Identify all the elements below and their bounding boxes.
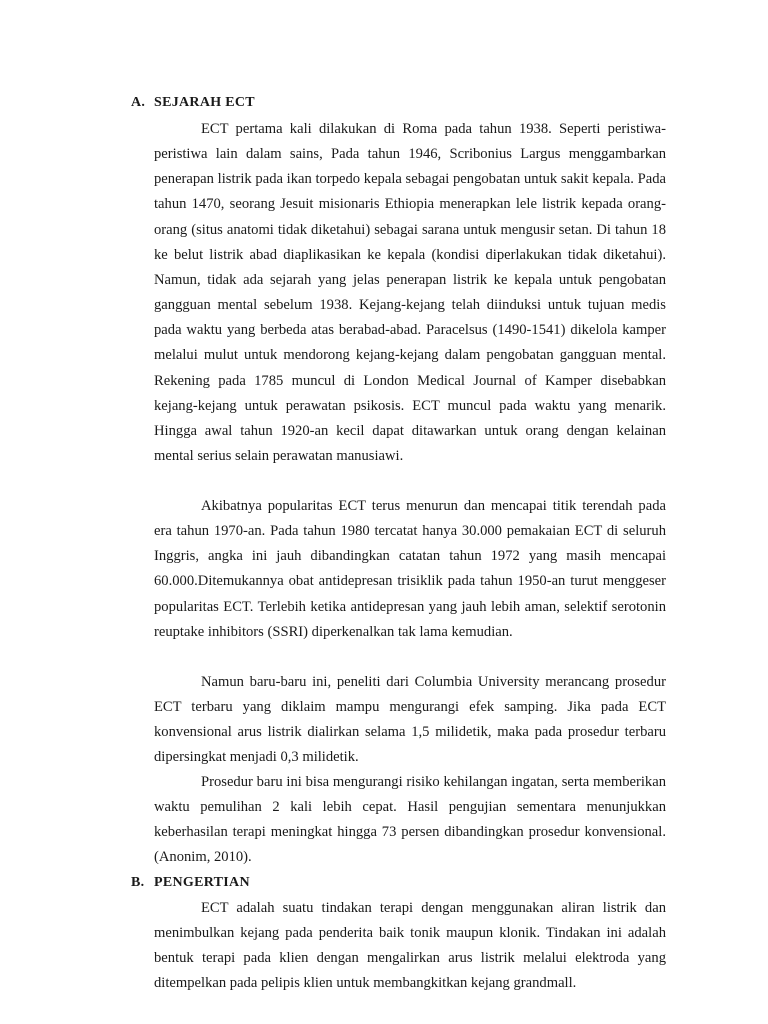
paragraph-pengertian-1: ECT adalah suatu tindakan terapi dengan menggunakan aliran listrik dan menimbulkan kejang pada penderita baik tonik maupun klonik. Tindakan ini adalah bentuk terapi pada klien dengan mengalirkan arus listrik melalui elektroda yang ditempelkan pada pelipis klien untuk membangkitkan kejang grandmall. <box>154 900 666 992</box>
section-heading-sejarah <box>131 93 255 113</box>
paragraph-sejarah-4: Prosedur baru ini bisa mengurangi risiko kehilangan ingatan, serta memberikan waktu pemulihan 2 kali lebih cepat. Hasil pengujian sementara menunjukkan keberhasilan terapi meningkat hingga 73 persen dibandingkan prosedur konvensional. (Anonim, 2010). <box>154 774 666 866</box>
section-title: SEJARAH ECT <box>154 95 255 110</box>
paragraph-sejarah-2: Akibatnya popularitas ECT terus menurun dan mencapai titik terendah pada era tahun 1970-an. Pada tahun 1980 tercatat hanya 30.000 pemakaian ECT di seluruh Inggris, angka ini jauh dibandingkan catatan tahun 1972 yang masih mencapai 60.000.Ditemukannya obat antidepresan trisiklik pada tahun 1950-an turut menggeser popularitas ECT. Terlebih ketika antidepresan yang jauh lebih aman, selektif serotonin reuptake inhibitors (SSRI) diperkenalkan tak lama kemudian. <box>154 498 666 640</box>
section-title: PENGERTIAN <box>154 875 250 890</box>
section-letter: B. <box>131 875 145 890</box>
section-letter: A. <box>131 95 146 110</box>
paragraph-sejarah-1: ECT pertama kali dilakukan di Roma pada tahun 1938. Seperti peristiwa-peristiwa lain dalam sains, Pada tahun 1946, Scribonius Largus menggambarkan penerapan listrik pada ikan torpedo kepala sebagai pengobatan untuk sakit kepala. Pada tahun 1470, seorang Jesuit misionaris Ethiopia menerapkan lele listrik kepada orang-orang (situs anatomi tidak diketahui) sebagai sarana untuk mengusir setan. Di tahun 18 ke belut listrik abad diaplikasikan ke kepala (kondisi diperlakukan tidak diketahui). Namun, tidak ada sejarah yang jelas penerapan listrik ke kepala untuk pengobatan gangguan mental sebelum 1938. Kejang-kejang telah diinduksi untuk tujuan medis pada waktu yang berbeda atas berabad-abad. Paracelsus (1490-1541) dikelola kamper melalui mulut untuk mendorong kejang-kejang dalam pengobatan gangguan mental. Rekening pada 1785 muncul di London Medical Journal of Kamper disebabkan kejang-kejang untuk perawatan psikosis. ECT muncul pada waktu yang menarik. Hingga awal tahun 1920-an kecil dapat ditawarkan untuk orang dengan kelainan mental serius selain perawatan manusiawi. <box>154 121 666 465</box>
section-heading-pengertian <box>131 873 250 893</box>
paragraph-sejarah-3: Namun baru-baru ini, peneliti dari Columbia University merancang prosedur ECT terbaru yang diklaim mampu mengurangi efek samping. Jika pada ECT konvensional arus listrik dialirkan selama 1,5 milidetik, maka pada prosedur terbaru dipersingkat menjadi 0,3 milidetik. <box>154 674 666 766</box>
